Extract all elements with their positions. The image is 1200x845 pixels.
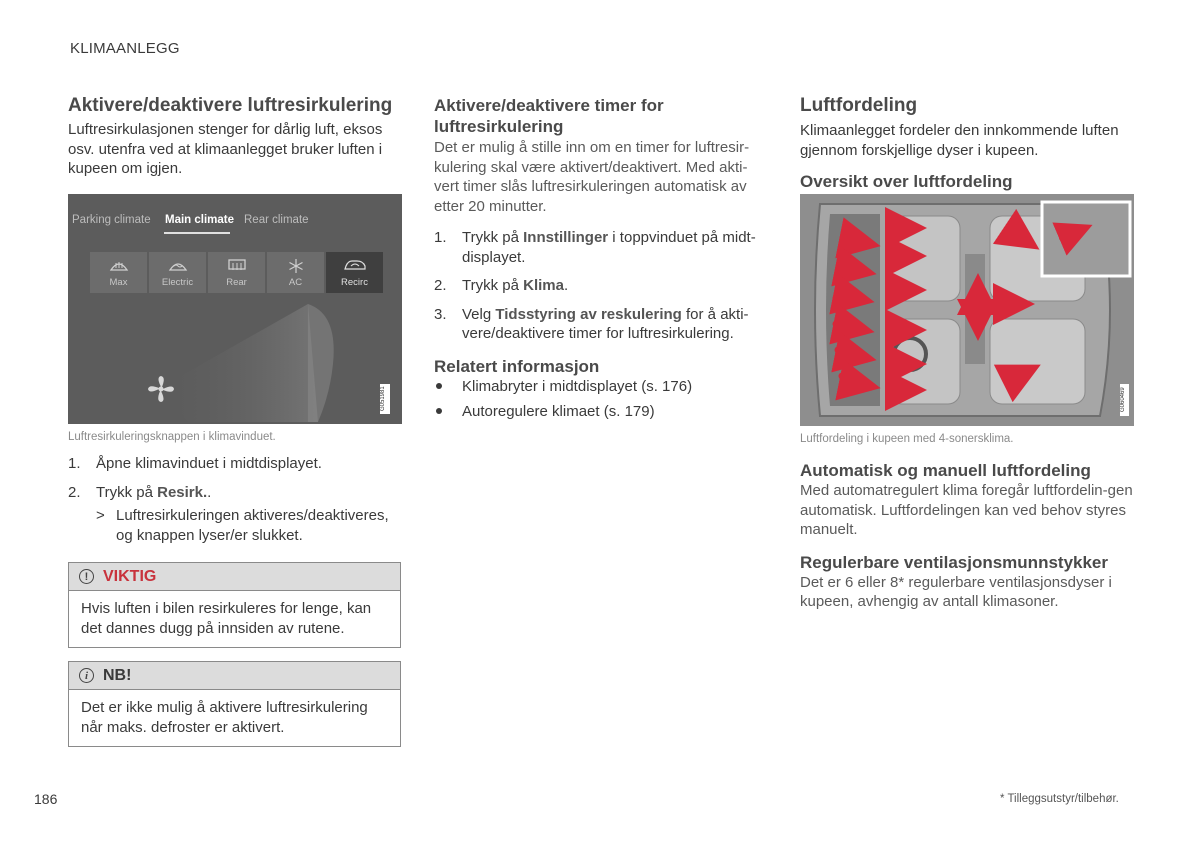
rear-defrost-button (208, 252, 265, 293)
tab-parking-climate: Parking climate (72, 214, 151, 226)
step-text-end: . (207, 483, 212, 501)
warning-title: VIKTIG (103, 567, 157, 585)
tab-rear-climate: Rear climate (244, 214, 309, 226)
step-keyword: Tidsstyring av reskulering (495, 305, 682, 323)
note-title: NB! (103, 666, 132, 684)
note-box (68, 661, 401, 747)
climate-screen-figure (68, 194, 402, 424)
electric-defrost-icon (149, 258, 206, 275)
result-marker: > (96, 507, 105, 524)
step-keyword: Innstillinger (523, 229, 609, 246)
column-air-distribution (800, 95, 1135, 192)
car-airflow-figure (800, 194, 1134, 426)
related-link-text: Autoregulere klimaet (s. 179) (462, 403, 655, 420)
page-number: 186 (34, 791, 58, 807)
max-defrost-icon (90, 258, 147, 275)
figure-code: G051981 (380, 384, 390, 414)
overview-heading: Oversikt over luftfordeling (800, 172, 1013, 191)
recirc-figure-caption: Luftresirkuleringsknappen i klimavinduet. (68, 431, 276, 443)
recirc-icon (326, 258, 383, 275)
step-text: Velg (462, 305, 496, 323)
vent-text: Det er 6 eller 8* regulerbare ventilasjonsdyser i kupeen, avhengig av antall klimasoner. (800, 573, 1112, 610)
step-number: 1. (68, 455, 81, 472)
step-text-end: for å akti-vere/deaktivere timer for luftresirkulering. (462, 305, 749, 342)
bullet-dot (436, 383, 442, 389)
step-number: 3. (434, 305, 447, 323)
related-heading: Relatert informasjon (434, 356, 600, 376)
distribution-intro: Klimaanlegget fordeler den innkommende luften gjennom forskjellige dyser i kupeen. (800, 122, 1119, 159)
active-tab-underline (164, 232, 230, 234)
bullet-dot (436, 408, 442, 414)
info-icon: i (79, 668, 94, 683)
step-text: Åpne klimavinduet i midtdisplayet. (96, 455, 322, 472)
timer-intro: Det er mulig å stille inn om en timer for luftresir-kulering skal være aktivert/deaktivert. Med akti-vert timer slås luftresirkuleringen automatisk av etter 20 minutter. (434, 139, 750, 215)
recirc-steps (68, 454, 403, 545)
warning-box (68, 562, 401, 648)
step-1 (68, 454, 403, 474)
auto-text: Med automatregulert klima foregår luftfordelin-gen automatisk. Luftfordelingen kan ved behov styres manuelt. (800, 482, 1133, 538)
step-1 (434, 228, 764, 267)
step-result (68, 506, 403, 545)
step-number: 2. (434, 277, 447, 294)
max-label: Max (109, 277, 128, 288)
step-text-end: i toppvinduet på midt-displayet. (462, 229, 756, 266)
step-text: Trykk på (96, 483, 158, 501)
column-timer (434, 95, 764, 422)
step-keyword: Klima (523, 277, 564, 294)
step-3 (434, 305, 764, 344)
rear-defrost-icon (208, 258, 265, 275)
rear-label: Rear (226, 277, 247, 288)
recirc-button (326, 252, 383, 293)
step-2 (68, 483, 403, 503)
related-link-1[interactable] (434, 377, 764, 397)
ac-button (267, 252, 324, 293)
step-number: 2. (68, 483, 81, 501)
warning-header (69, 563, 400, 591)
footnote: * Tilleggsutstyr/tilbehør. (1000, 793, 1119, 805)
step-text: Trykk på (462, 229, 524, 246)
step-keyword: Resirk. (157, 483, 208, 501)
auto-heading: Automatisk og manuell luftfordeling (800, 461, 1091, 480)
warning-icon: ! (79, 569, 94, 584)
tab-main-climate: Main climate (165, 214, 235, 226)
recirc-heading: Aktivere/deaktivere luftresirkulering (68, 95, 393, 116)
step-number: 1. (434, 229, 447, 246)
ac-icon (267, 258, 324, 277)
related-link-text: Klimabryter i midtdisplayet (s. 176) (462, 377, 693, 395)
step-text-end: . (563, 277, 569, 294)
ac-label: AC (288, 277, 303, 288)
figure-code: G060469 (1120, 384, 1129, 416)
electric-defrost-button (149, 252, 206, 293)
result-text: Luftresirkuleringen aktiveres/deaktiveres, og knappen lyser/er slukket. (116, 507, 389, 544)
seat-airflow-graphic (68, 294, 402, 424)
section-header: KLIMAANLEGG (70, 40, 180, 57)
step-2 (434, 276, 764, 296)
vent-heading: Regulerbare ventilasjonsmunnstykker (800, 552, 1109, 572)
note-text: Det er ikke mulig å aktivere luftresirkulering når maks. defroster er aktivert. (81, 699, 368, 736)
note-header (69, 662, 400, 690)
distribution-heading: Luftfordeling (800, 95, 918, 116)
fan-icon (146, 374, 176, 409)
warning-text: Hvis luften i bilen resirkuleres for lenge, kan det dannes dugg på innsiden av rutene. (81, 600, 372, 637)
timer-heading: Aktivere/deaktivere timer for luftresirkulering (434, 96, 664, 136)
recirc-intro: Luftresirkulasjonen stenger for dårlig luft, eksos osv. utenfra ved at klimaanlegget bruker luften i kupeen om igjen. (68, 121, 383, 177)
step-text: Trykk på (462, 277, 524, 294)
related-link-2[interactable] (434, 402, 764, 422)
distribution-figure-caption: Luftfordeling i kupeen med 4-sonersklima. (800, 433, 1014, 445)
electric-label: Electric (161, 277, 194, 288)
column-recirculation (68, 95, 403, 179)
distribution-sections (800, 460, 1135, 612)
max-defrost-button (90, 252, 147, 293)
recirc-label: Recirc (341, 277, 368, 288)
timer-steps (434, 228, 764, 344)
